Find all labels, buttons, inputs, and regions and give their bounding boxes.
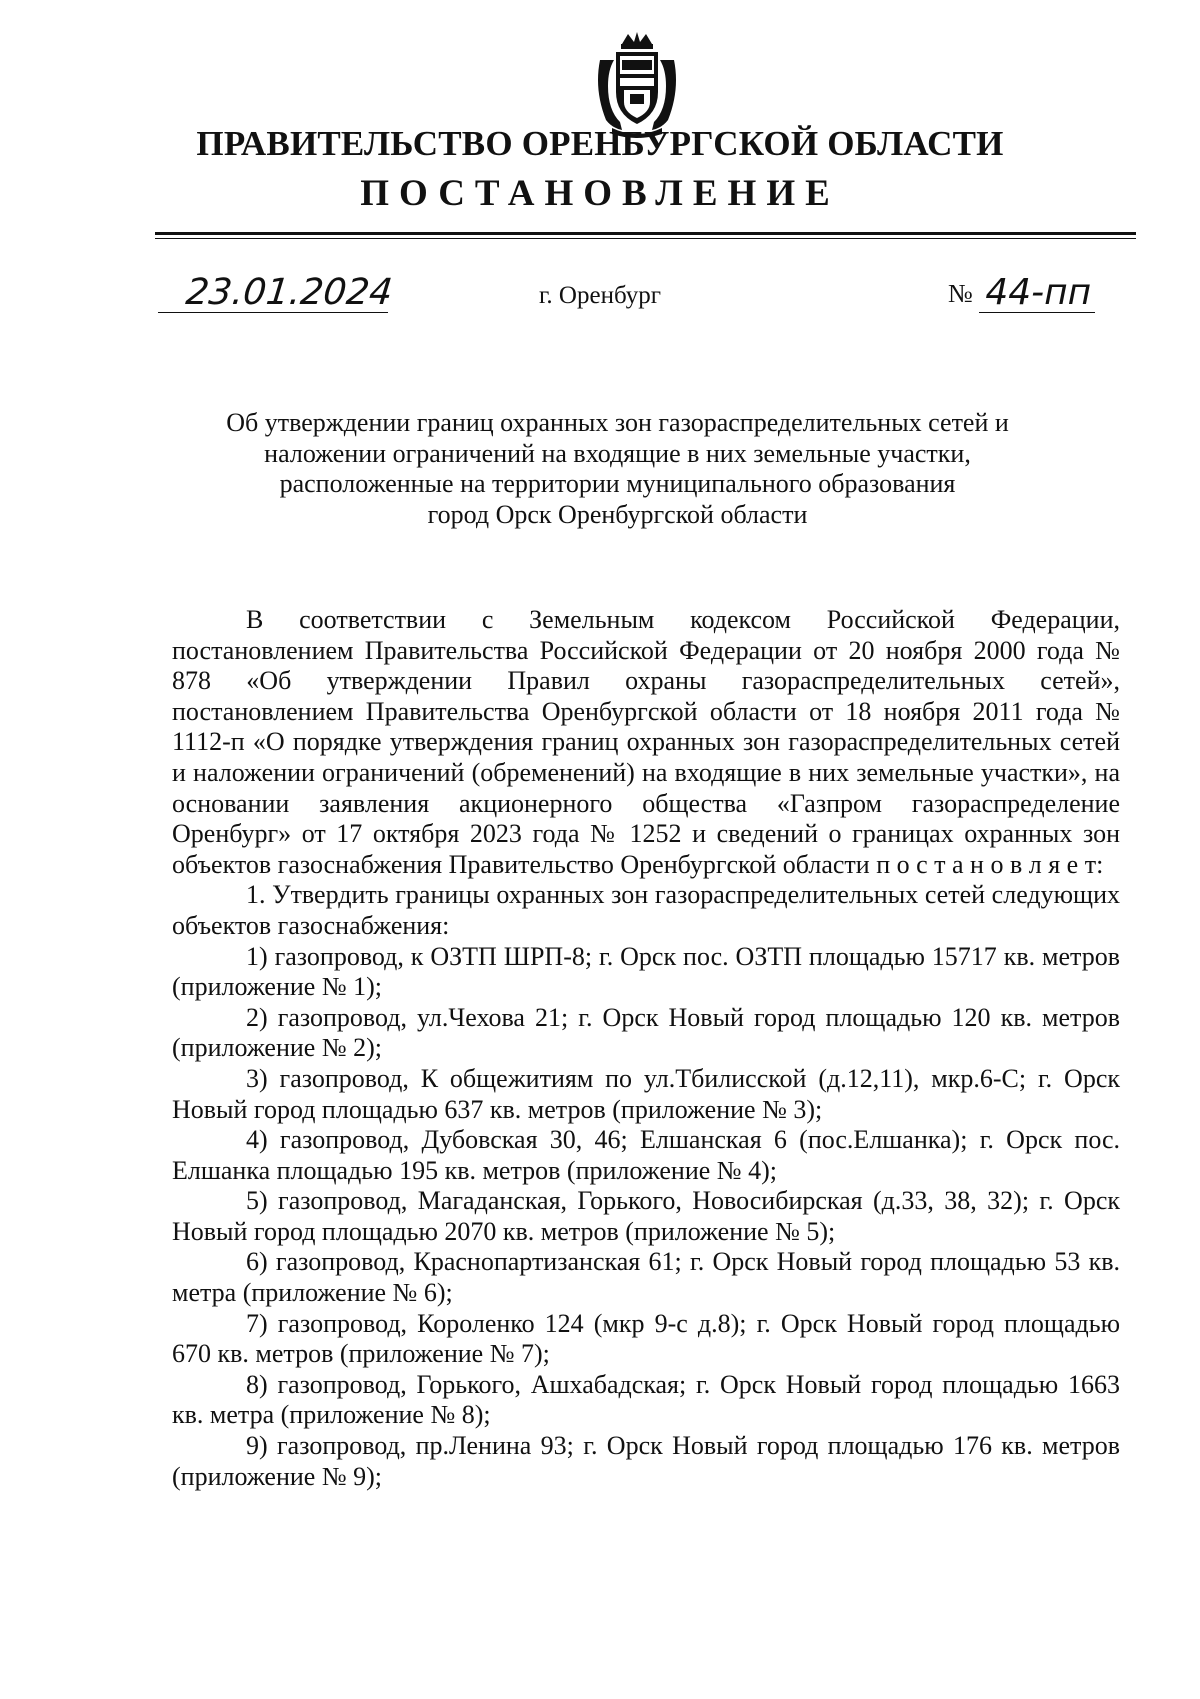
header-rule-thick bbox=[155, 232, 1136, 235]
subject-line: Об утверждении границ охранных зон газораспределительных сетей и bbox=[226, 408, 1009, 437]
document-date: 23.01.2024 bbox=[158, 274, 392, 313]
number-sign: № bbox=[948, 279, 973, 308]
header-rule-thin bbox=[155, 238, 1136, 239]
document-city: г. Оренбург bbox=[539, 282, 661, 309]
list-item: 1) газопровод, к ОЗТП ШРП-8; г. Орск пос. ОЗТП площадью 15717 кв. метров (приложение № 1); bbox=[172, 941, 1120, 1002]
subject-line: наложении ограничений на входящие в них земельные участки, bbox=[264, 438, 971, 468]
government-name: ПРАВИТЕЛЬСТВО ОРЕНБУРГСКОЙ ОБЛАСТИ bbox=[196, 124, 1004, 163]
list-item: 8) газопровод, Горького, Ашхабадская; г. Орск Новый город площадью 1663 кв. метра (приложение № 8); bbox=[172, 1369, 1120, 1430]
list-item: 6) газопровод, Краснопартизанская 61; г. Орск Новый город площадью 53 кв. метра (приложение № 6); bbox=[172, 1247, 1120, 1308]
list-item: 5) газопровод, Магаданская, Горького, Новосибирская (д.33, 38, 32); г. Орск Новый город площадью 2070 кв. метров (приложение № 5); bbox=[172, 1186, 1120, 1246]
document-subject bbox=[160, 408, 1075, 530]
document-type: ПОСТАНОВЛЕНИЕ bbox=[360, 173, 840, 214]
document-number-block bbox=[948, 274, 1095, 313]
list-item: 7) газопровод, Короленко 124 (мкр 9-с д.8); г. Орск Новый город площадью 670 кв. метров (приложение № 7); bbox=[172, 1308, 1120, 1369]
subject-line: город Орск Оренбургской области bbox=[427, 499, 808, 529]
document-body bbox=[172, 605, 1120, 1492]
coat-of-arms-icon bbox=[592, 30, 682, 138]
subject-line: расположенные на территории муниципального образования bbox=[279, 469, 956, 498]
list-item: 2) газопровод, ул.Чехова 21; г. Орск Новый город площадью 120 кв. метров (приложение № 2); bbox=[172, 1002, 1120, 1063]
list-item: 9) газопровод, пр.Ленина 93; г. Орск Новый город площадью 176 кв. метров (приложение № 9); bbox=[172, 1431, 1120, 1491]
list-item: 3) газопровод, К общежитиям по ул.Тбилисской (д.12,11), мкр.6-С; г. Орск Новый город площадью 637 кв. метров (приложение № 3); bbox=[172, 1063, 1120, 1124]
document-number: 44-пп bbox=[979, 274, 1095, 313]
point-1-paragraph: 1. Утвердить границы охранных зон газораспределительных сетей следующих объектов газоснабжения: bbox=[172, 880, 1120, 940]
preamble-paragraph: В соответствии с Земельным кодексом Российской Федерации, постановлением Правительства Российской Федерации от 20 ноября 2000 года № 878 «Об утверждении Правил охраны газораспределительных сетей», постановлением Правительства Оренбургской области от 18 ноября 2011 года № 1112-п «О порядке утверждения границ охранных зон газораспределительных сетей и наложении ограничений (обременений) на входящие в них земельные участки», на основании заявления акционерного общества «Газпром газораспределение Оренбург» от 17 октября 2023 года № 1252 и сведений о границах охранных зон объектов газоснабжения Правительство Оренбургской области п о с т а н о в л я е т: bbox=[172, 605, 1120, 879]
list-item: 4) газопровод, Дубовская 30, 46; Елшанская 6 (пос.Елшанка); г. Орск пос. Елшанка площадью 195 кв. метров (приложение № 4); bbox=[172, 1125, 1120, 1185]
